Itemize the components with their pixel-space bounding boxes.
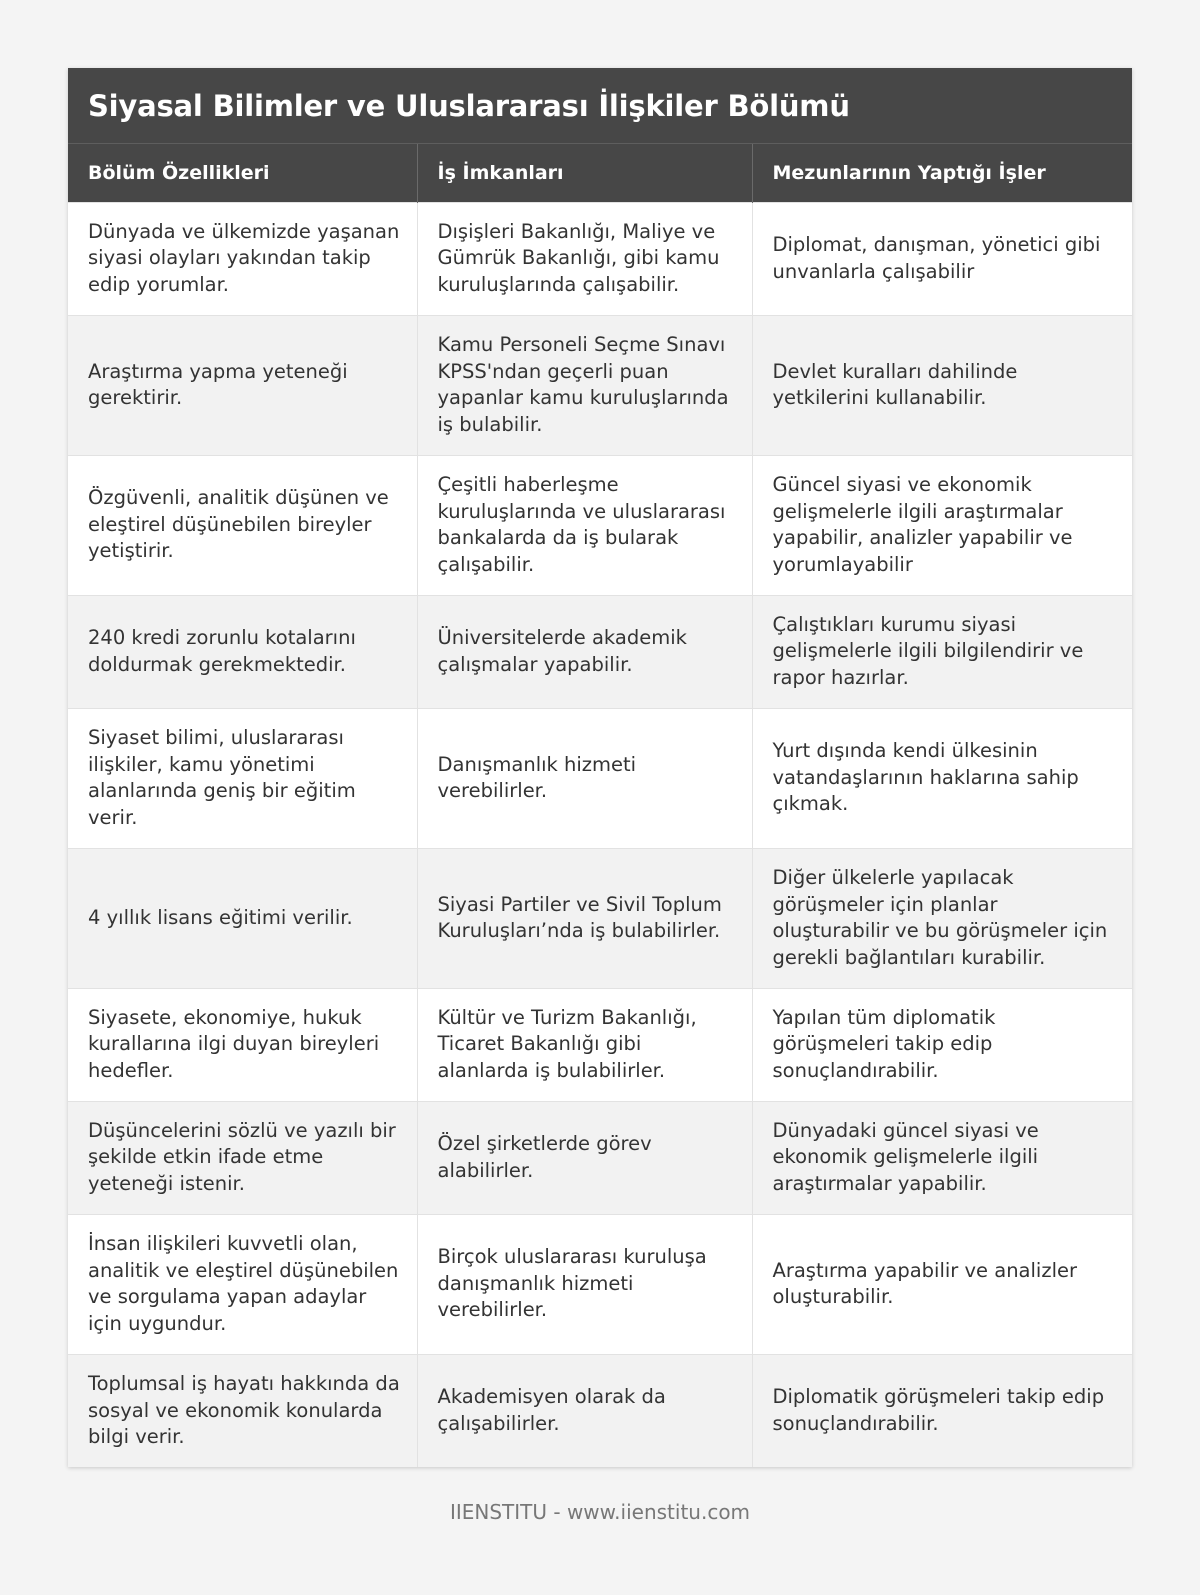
- table-row: [68, 1354, 1132, 1467]
- table-cell: Çalıştıkları kurumu siyasi gelişmelerle ilgili bilgilendirir ve rapor hazırlar.: [752, 595, 1132, 708]
- column-header: Mezunlarının Yaptığı İşler: [752, 144, 1132, 202]
- table-cell: Yurt dışında kendi ülkesinin vatandaşlarının haklarına sahip çıkmak.: [752, 708, 1132, 848]
- table-cell: Kamu Personeli Seçme Sınavı KPSS'ndan geçerli puan yapanlar kamu kuruluşlarında iş bulabilir.: [417, 315, 752, 455]
- table-cell: Düşüncelerini sözlü ve yazılı bir şekilde etkin ifade etme yeteneği istenir.: [68, 1101, 417, 1214]
- table-cell: Dünyada ve ülkemizde yaşanan siyasi olayları yakından takip edip yorumlar.: [68, 202, 417, 315]
- table-cell: Dışişleri Bakanlığı, Maliye ve Gümrük Bakanlığı, gibi kamu kuruluşlarında çalışabilir.: [417, 202, 752, 315]
- table-cell: Kültür ve Turizm Bakanlığı, Ticaret Bakanlığı gibi alanlarda iş bulabilirler.: [417, 988, 752, 1101]
- table-card: [68, 68, 1132, 1467]
- table-cell: Akademisyen olarak da çalışabilirler.: [417, 1354, 752, 1467]
- table-cell: Siyasi Partiler ve Sivil Toplum Kuruluşları’nda iş bulabilirler.: [417, 848, 752, 988]
- table-cell: Siyaset bilimi, uluslararası ilişkiler, kamu yönetimi alanlarında geniş bir eğitim verir.: [68, 708, 417, 848]
- title-bar: [68, 68, 1132, 144]
- table-cell: Diplomat, danışman, yönetici gibi unvanlarla çalışabilir: [752, 202, 1132, 315]
- table-cell: Siyasete, ekonomiye, hukuk kurallarına ilgi duyan bireyleri hedefler.: [68, 988, 417, 1101]
- table-row: [68, 848, 1132, 988]
- table-cell: Diplomatik görüşmeleri takip edip sonuçlandırabilir.: [752, 1354, 1132, 1467]
- table-row: [68, 595, 1132, 708]
- column-header: İş İmkanları: [417, 144, 752, 202]
- page-title: Siyasal Bilimler ve Uluslararası İlişkiler Bölümü: [88, 88, 850, 123]
- table-row: [68, 315, 1132, 455]
- table-row: [68, 1101, 1132, 1214]
- table-cell: 4 yıllık lisans eğitimi verilir.: [68, 848, 417, 988]
- table-cell: Yapılan tüm diplomatik görüşmeleri takip edip sonuçlandırabilir.: [752, 988, 1132, 1101]
- table-cell: Çeşitli haberleşme kuruluşlarında ve uluslararası bankalarda da iş bularak çalışabilir.: [417, 455, 752, 595]
- table-row: [68, 455, 1132, 595]
- table-row: [68, 202, 1132, 315]
- table-cell: Araştırma yapma yeteneği gerektirir.: [68, 315, 417, 455]
- table-row: [68, 988, 1132, 1101]
- table-row: [68, 708, 1132, 848]
- table-cell: Dünyadaki güncel siyasi ve ekonomik gelişmelerle ilgili araştırmalar yapabilir.: [752, 1101, 1132, 1214]
- table-cell: Üniversitelerde akademik çalışmalar yapabilir.: [417, 595, 752, 708]
- table-cell: Toplumsal iş hayatı hakkında da sosyal ve ekonomik konularda bilgi verir.: [68, 1354, 417, 1467]
- table-cell: Diğer ülkelerle yapılacak görüşmeler için planlar oluşturabilir ve bu görüşmeler için gerekli bağlantıları kurabilir.: [752, 848, 1132, 988]
- table-cell: Devlet kuralları dahilinde yetkilerini kullanabilir.: [752, 315, 1132, 455]
- column-header: Bölüm Özellikleri: [68, 144, 417, 202]
- table-cell: Araştırma yapabilir ve analizler oluşturabilir.: [752, 1214, 1132, 1354]
- data-table: [68, 144, 1132, 1467]
- table-cell: Güncel siyasi ve ekonomik gelişmelerle ilgili araştırmalar yapabilir, analizler yapabilir ve yorumlayabilir: [752, 455, 1132, 595]
- table-header-row: [68, 144, 1132, 202]
- table-cell: Özgüvenli, analitik düşünen ve eleştirel düşünebilen bireyler yetiştirir.: [68, 455, 417, 595]
- footer-credit: IIENSTITU - www.iienstitu.com: [449, 1500, 751, 1524]
- table-cell: Özel şirketlerde görev alabilirler.: [417, 1101, 752, 1214]
- table-cell: Danışmanlık hizmeti verebilirler.: [417, 708, 752, 848]
- table-cell: 240 kredi zorunlu kotalarını doldurmak gerekmektedir.: [68, 595, 417, 708]
- table-row: [68, 1214, 1132, 1354]
- table-cell: İnsan ilişkileri kuvvetli olan, analitik ve eleştirel düşünebilen ve sorgulama yapan adaylar için uygundur.: [68, 1214, 417, 1354]
- table-cell: Birçok uluslararası kuruluşa danışmanlık hizmeti verebilirler.: [417, 1214, 752, 1354]
